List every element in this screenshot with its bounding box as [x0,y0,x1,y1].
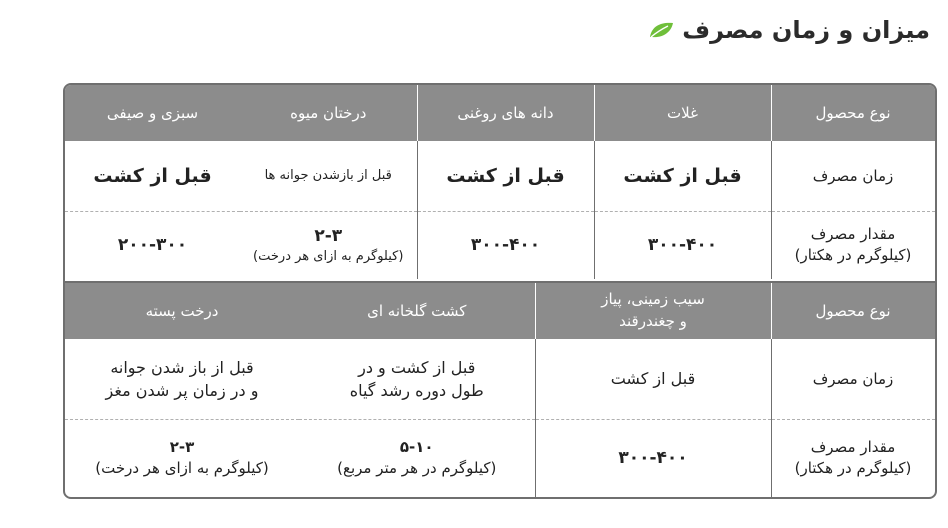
table1-amount-fruit-trees: ۲-۳ [314,225,343,246]
table1-time-vegetables: قبل از کشت [65,141,240,211]
table2-header-sugar-beet: و چغندرقند [619,312,687,330]
table1-amount-cereals: ۳۰۰-۴۰۰ [594,211,771,279]
table1-time-label: زمان مصرف [771,141,935,211]
table1-time-cereals: قبل از کشت [594,141,771,211]
table1-time-oilseeds: قبل از کشت [417,141,594,211]
table2-amount-greenhouse: ۵-۱۰ [399,437,434,456]
table2-amount-unit: (کیلوگرم در هکتار) [794,459,912,478]
table2-header-row [65,282,935,339]
table1-header-crop-type: نوع محصول [771,85,935,141]
table2-header-potato-onion-cell [535,282,771,339]
table2-time-greenhouse-l2: طول دوره رشد گیاه [349,380,484,400]
table2-amount-greenhouse-cell [299,419,535,497]
table2-time-potato: قبل از کشت [535,339,771,419]
table1-amount-unit: (کیلوگرم در هکتار) [794,246,912,265]
page-title: میزان و زمان مصرف [682,16,930,44]
table1-time-row [65,141,935,211]
table1-header-oilseeds: دانه های روغنی [417,85,594,141]
table2-time-greenhouse-cell [299,339,535,419]
usage-table-1 [65,85,936,279]
table2-time-pistachio-l1: قبل از باز شدن جوانه [110,357,254,377]
table2-amount-pistachio-cell [65,419,299,497]
table2-header-potato-onion: سیب زمینی، پیاز [601,290,705,309]
table1-amount-fruit-trees-cell [240,211,417,279]
table2-header-greenhouse: کشت گلخانه ای [299,282,535,339]
table2-time-pistachio-cell [65,339,299,419]
table2-amount-pistachio-note: (کیلوگرم به ازای هر درخت) [95,459,269,478]
table2-amount-greenhouse-note: (کیلوگرم در هر متر مربع) [337,459,497,478]
table1-header-vegetables: سبزی و صیفی [65,85,240,141]
table2-time-pistachio-l2: و در زمان پر شدن مغز [105,380,259,400]
table2-amount-label-cell [771,419,935,497]
table1-time-fruit-trees: قبل از بازشدن جوانه ها [240,141,417,211]
table1-header-fruit-trees: درختان میوه [240,85,417,141]
page-title-row [648,14,930,46]
table2-header-crop-type: نوع محصول [771,282,935,339]
table2-time-row [65,339,935,419]
table1-header-cereals: غلات [594,85,771,141]
table1-amount-label: مقدار مصرف [810,224,896,243]
table2-header-pistachio: درخت پسته [65,282,299,339]
table1-amount-oilseeds: ۳۰۰-۴۰۰ [417,211,594,279]
table1-header-row [65,85,935,141]
table2-time-greenhouse-l1: قبل از کشت و در [358,357,476,377]
table2-amount-potato: ۳۰۰-۴۰۰ [535,419,771,497]
leaf-icon [648,21,674,39]
table2-amount-label: مقدار مصرف [810,437,896,456]
usage-table-frame [63,83,937,499]
table2-amount-row [65,419,935,497]
table2-amount-pistachio: ۲-۳ [169,437,195,456]
table1-amount-label-cell [771,211,935,279]
table1-amount-vegetables: ۲۰۰-۳۰۰ [117,235,188,256]
table2-time-label: زمان مصرف [771,339,935,419]
usage-table-2 [65,281,936,497]
table1-amount-fruit-trees-note: (کیلوگرم به ازای هر درخت) [253,249,404,265]
table1-amount-row [65,211,935,279]
